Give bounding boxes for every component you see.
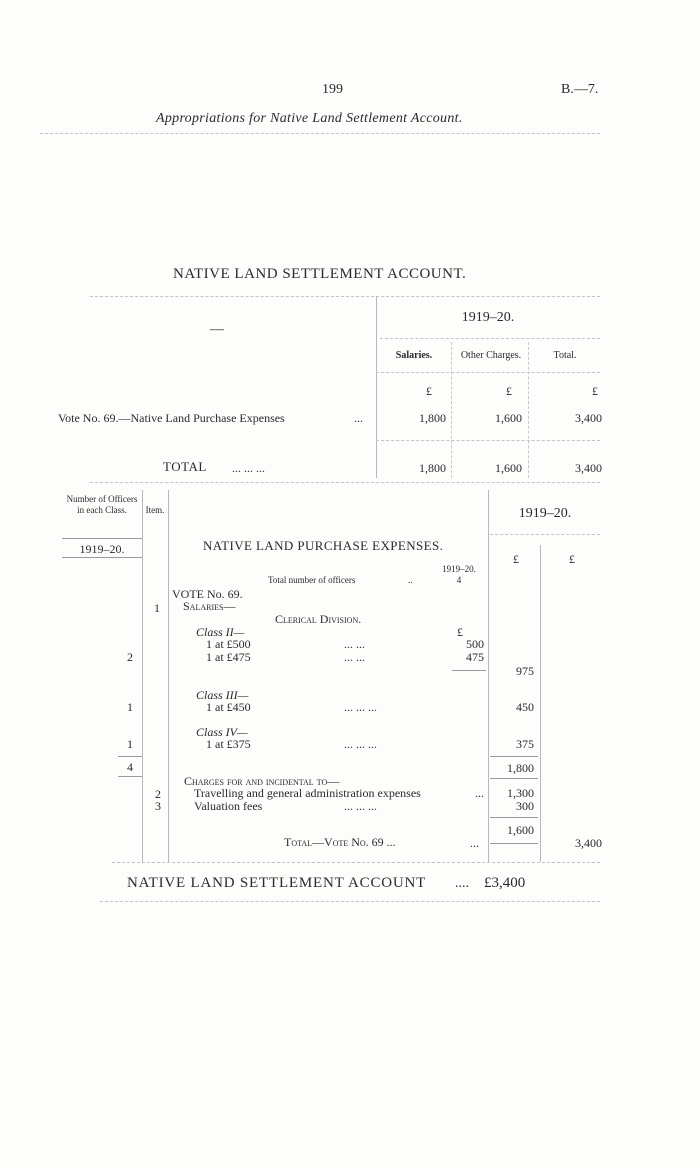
vote-heading: VOTE No. 69.	[172, 587, 243, 601]
class3-leaders: ... ... ...	[344, 700, 377, 714]
summary-title: NATIVE LAND SETTLEMENT ACCOUNT.	[173, 266, 467, 282]
vote-total-rule	[490, 843, 538, 844]
vote-label: Vote No. 69.—Native Land Purchase Expenses	[58, 411, 285, 425]
total-officers-label: Total number of officers	[268, 575, 356, 585]
col-officers-header: Number of Officers in each Class.	[66, 494, 138, 515]
col-other-charges: Other Charges.	[460, 350, 522, 361]
salaries-heading: Salaries—	[183, 599, 236, 613]
summary-total-leaders: ... ... ...	[232, 461, 265, 475]
class4-total: 375	[516, 737, 534, 751]
vote-total: 3,400	[575, 411, 602, 425]
col-salaries: Salaries.	[395, 350, 433, 361]
travel-item: 2	[155, 787, 161, 801]
class2-line1: 1 at £500	[206, 637, 251, 651]
total-officers-leader: ..	[408, 575, 413, 585]
total-total: 3,400	[575, 461, 602, 475]
summary-colhead-rule	[376, 372, 600, 373]
total-officers-value: 4	[456, 575, 462, 585]
officers-sum: 4	[127, 760, 133, 774]
year-right: 1919–20.	[518, 506, 572, 521]
detail-title: NATIVE LAND PURCHASE EXPENSES.	[203, 538, 444, 553]
class2-line2-leaders: ... ...	[344, 650, 365, 664]
salaries-sum-rule	[490, 756, 538, 757]
page-subtitle: Appropriations for Native Land Settlement Account.	[156, 111, 463, 126]
year-right-rule	[490, 534, 600, 535]
class4-officers: 1	[127, 737, 133, 751]
pound-col-2: £	[569, 552, 575, 566]
officers-col-divider	[142, 490, 143, 862]
officers-sum-rule	[118, 756, 142, 757]
vote-other: 1,600	[495, 411, 522, 425]
col-sep-1	[451, 342, 452, 478]
salaries-item: 1	[154, 601, 160, 615]
class2-line2-value: 475	[466, 650, 484, 664]
header-rule	[40, 133, 600, 134]
valuation-item: 3	[155, 799, 161, 813]
vote-leader: ...	[354, 411, 363, 425]
clerical-heading: Clerical Division.	[275, 612, 362, 626]
footer-rule	[100, 901, 600, 902]
class3-total: 450	[516, 700, 534, 714]
class2-sum-rule	[452, 670, 486, 671]
officers-header-rule	[62, 538, 142, 539]
travel-value: 1,300	[507, 786, 534, 800]
class4-leaders: ... ... ...	[344, 737, 377, 751]
class2-label: Class II—	[196, 625, 245, 639]
vote-total-leader: ...	[470, 836, 479, 850]
col-sep-2	[528, 342, 529, 478]
class3-officers: 1	[127, 700, 133, 714]
class2-line2: 1 at £475	[206, 650, 251, 664]
class4-label: Class IV—	[196, 725, 248, 739]
total-salaries: 1,800	[419, 461, 446, 475]
vote-total-label: Total—Vote No. 69 ...	[284, 835, 396, 849]
charges-sum: 1,600	[507, 823, 534, 837]
item-col-divider	[168, 490, 169, 862]
summary-top-rule	[90, 296, 600, 297]
year-left: 1919–20.	[79, 542, 125, 556]
summary-year: 1919–20.	[461, 310, 515, 325]
summary-year-rule	[380, 338, 600, 339]
summary-header-dash: —	[210, 322, 224, 337]
pound-total: £	[592, 384, 598, 398]
class2-line1-leaders: ... ...	[344, 637, 365, 651]
total-other: 1,600	[495, 461, 522, 475]
pound-salaries: £	[426, 384, 432, 398]
amount-col-divider-1	[488, 490, 489, 862]
detail-bottom-rule	[112, 862, 600, 863]
document-reference: B.—7.	[561, 82, 599, 97]
officers-sum-bottom-rule	[118, 776, 142, 777]
summary-subtotal-rule	[376, 440, 600, 441]
inner-year: 1919–20.	[442, 564, 476, 574]
charges-sum-rule	[490, 817, 538, 818]
footer-amount: £3,400	[484, 875, 526, 891]
valuation-leaders: ... ... ...	[344, 799, 377, 813]
footer-label: NATIVE LAND SETTLEMENT ACCOUNT	[127, 875, 427, 891]
pound-col-1: £	[513, 552, 519, 566]
vote-total-value: 3,400	[575, 836, 602, 850]
class2-total: 975	[516, 664, 534, 678]
summary-total-label: TOTAL	[163, 459, 207, 474]
salaries-sum: 1,800	[507, 761, 534, 775]
valuation-value: 300	[516, 799, 534, 813]
footer-leader: ....	[455, 876, 469, 891]
vote-salaries: 1,800	[419, 411, 446, 425]
class3-line: 1 at £450	[206, 700, 251, 714]
class2-officers: 2	[127, 650, 133, 664]
class4-line: 1 at £375	[206, 737, 251, 751]
summary-bottom-rule	[90, 482, 600, 483]
amount-col-divider-2	[540, 545, 541, 862]
charges-heading: Charges for and incidental to—	[184, 774, 340, 788]
valuation-label: Valuation fees	[194, 799, 263, 813]
class3-label: Class III—	[196, 688, 249, 702]
col-total: Total.	[553, 350, 577, 361]
col-item-header: Item.	[145, 505, 165, 515]
class2-pound: £	[457, 625, 463, 639]
travel-label: Travelling and general administration expenses	[194, 786, 421, 800]
pound-other: £	[506, 384, 512, 398]
class2-line1-value: 500	[466, 637, 484, 651]
travel-leader: ...	[475, 786, 484, 800]
salaries-sum-bottom-rule	[490, 778, 538, 779]
page-number: 199	[322, 82, 343, 97]
year-left-rule	[62, 557, 142, 558]
